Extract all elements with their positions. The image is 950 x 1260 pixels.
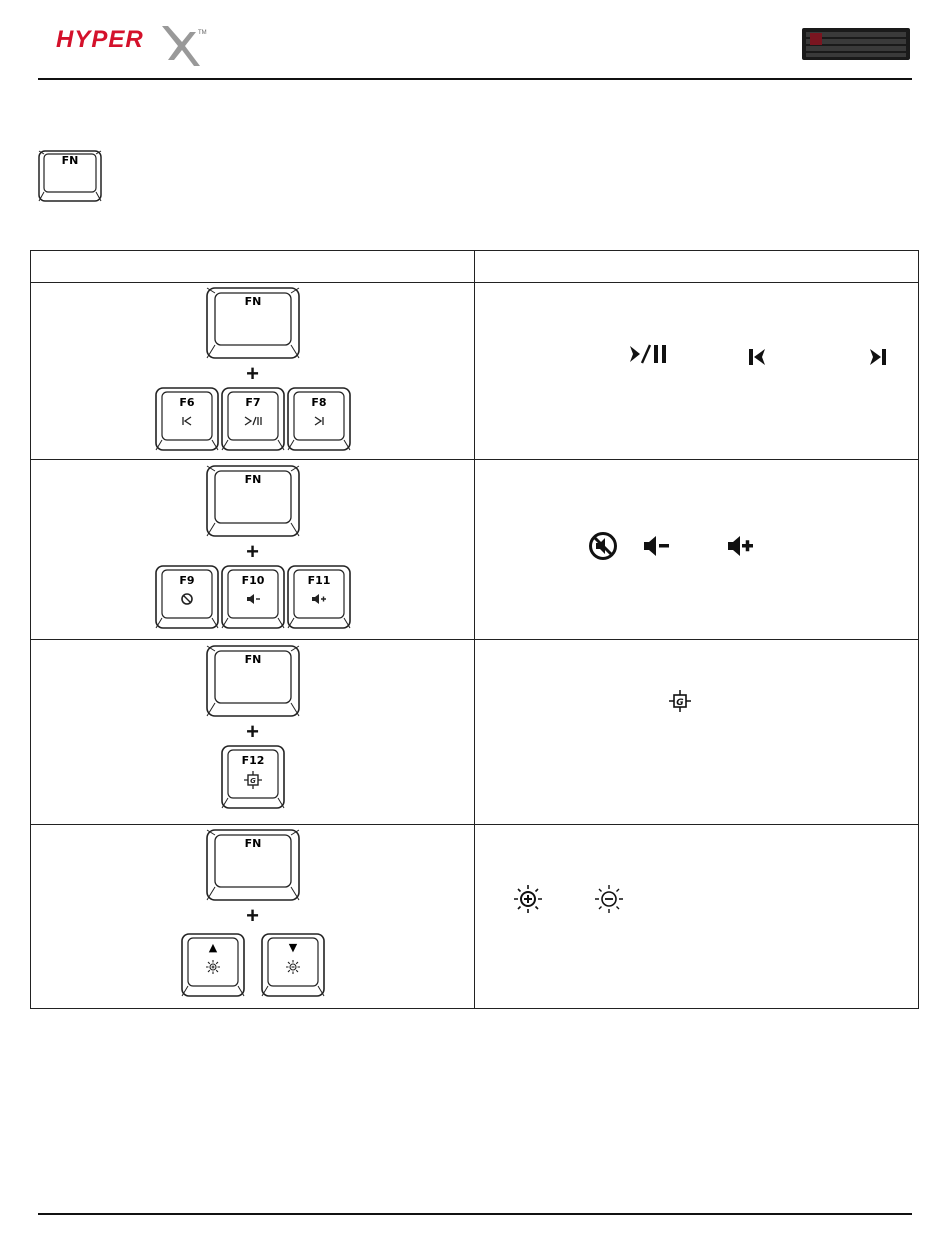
brightness-up-icon (512, 883, 544, 915)
svg-text:FN: FN (244, 295, 261, 308)
previous-track-icon (747, 347, 769, 367)
volume-up-icon (726, 534, 756, 558)
plus-sign: + (246, 719, 259, 744)
plus-sign: + (246, 361, 259, 386)
svg-text:FN: FN (244, 837, 261, 850)
svg-text:FN: FN (244, 653, 261, 666)
footer-rule (38, 1213, 912, 1215)
brightness-down-icon (286, 960, 300, 974)
f6-key (155, 387, 219, 451)
brightness-up-icon (206, 960, 220, 974)
svg-text:F8: F8 (310, 396, 327, 409)
svg-text:G: G (249, 777, 256, 785)
logo-text: HYPER (56, 26, 144, 53)
f12-key (221, 745, 285, 809)
fn-key (206, 465, 300, 537)
table-row (31, 825, 919, 1009)
fn-key-image (38, 150, 102, 202)
svg-text:FN: FN (244, 473, 261, 486)
next-track-icon (867, 347, 889, 367)
function-cell (475, 640, 919, 825)
fn-key (206, 645, 300, 717)
fn-combinations-table (30, 250, 919, 1009)
logo-tm: TM (198, 30, 207, 36)
svg-text:F11: F11 (307, 574, 330, 587)
f8-key (287, 387, 351, 451)
logo-x-mark (162, 26, 200, 66)
svg-text:▼: ▼ (288, 941, 297, 954)
plus-sign: + (246, 539, 259, 564)
f11-key (287, 565, 351, 629)
function-cell (475, 825, 919, 1009)
arrow-down-key (261, 933, 325, 997)
svg-text:F10: F10 (241, 574, 264, 587)
brightness-down-icon (593, 883, 625, 915)
keys-cell (31, 283, 475, 460)
keyboard-thumbnail-image (802, 28, 910, 60)
table-row (31, 460, 919, 640)
svg-text:F9: F9 (178, 574, 195, 587)
function-cell (475, 283, 919, 460)
f9-key (155, 565, 219, 629)
f7-key (221, 387, 285, 451)
hyperx-logo (52, 20, 212, 70)
f10-key (221, 565, 285, 629)
plus-sign: + (246, 903, 259, 928)
svg-text:F7: F7 (244, 396, 261, 409)
table-header-row (31, 251, 919, 283)
header-cell-function (475, 251, 919, 283)
fn-key (206, 829, 300, 901)
table-row (31, 640, 919, 825)
keys-cell (31, 825, 475, 1009)
fn-key-label: FN (61, 154, 79, 167)
fn-key (206, 287, 300, 359)
header-rule (38, 78, 912, 80)
function-cell (475, 460, 919, 640)
svg-text:G: G (676, 698, 684, 708)
mute-icon (588, 531, 618, 561)
svg-text:F6: F6 (178, 396, 195, 409)
keys-cell (31, 640, 475, 825)
arrow-up-key (181, 933, 245, 997)
play-pause-icon (628, 343, 672, 365)
svg-text:F12: F12 (241, 754, 264, 767)
fn-key-intro (38, 150, 102, 207)
svg-text:▲: ▲ (208, 941, 217, 954)
table-row (31, 283, 919, 460)
header-cell-keys (31, 251, 475, 283)
volume-down-icon (642, 534, 672, 558)
keys-cell (31, 460, 475, 640)
game-mode-icon (668, 689, 692, 713)
